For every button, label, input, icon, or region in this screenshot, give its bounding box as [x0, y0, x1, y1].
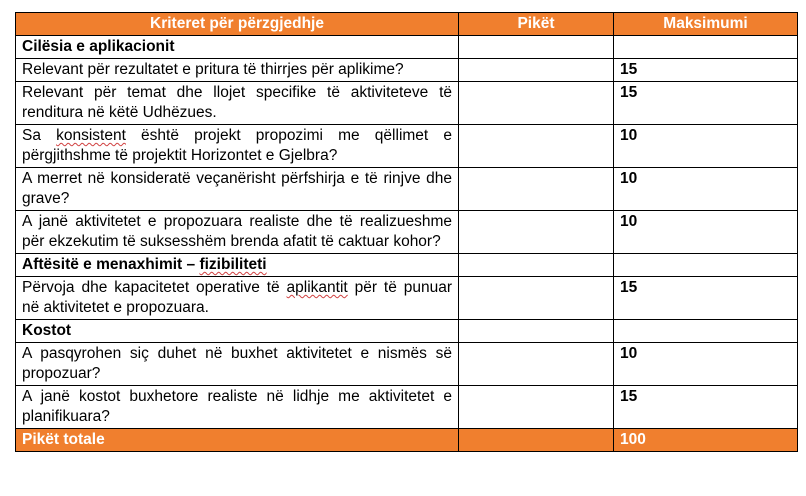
max-cell [614, 254, 798, 277]
table-row [16, 386, 798, 429]
criterion-text: A pasqyrohen siç duhet në buxhet aktivitetet e nismës së propozuar? [16, 343, 459, 386]
table-row [16, 82, 798, 125]
points-cell [459, 254, 614, 277]
table-row [16, 168, 798, 211]
points-cell [459, 320, 614, 343]
max-points: 10 [614, 125, 798, 168]
max-points: 15 [614, 59, 798, 82]
points-cell [459, 277, 614, 320]
max-points: 10 [614, 343, 798, 386]
points-cell [459, 386, 614, 429]
section-row-costs [16, 320, 798, 343]
criterion-text: A merret në konsideratë veçanërisht përfshirja e të rinjve dhe grave? [16, 168, 459, 211]
table-row [16, 277, 798, 320]
max-cell [614, 320, 798, 343]
total-row [16, 429, 798, 452]
points-cell [459, 59, 614, 82]
header-max: Maksimumi [614, 13, 798, 36]
table-row [16, 125, 798, 168]
total-label: Pikët totale [16, 429, 459, 452]
section-title [16, 254, 459, 277]
section-row-management [16, 254, 798, 277]
total-max: 100 [614, 429, 798, 452]
criterion-text: Relevant për rezultatet e pritura të thirrjes për aplikime? [16, 59, 459, 82]
table-row [16, 211, 798, 254]
section-title: Kostot [16, 320, 459, 343]
spellcheck-word: fizibiliteti [199, 256, 267, 273]
criterion-text-post: për të punuar në aktivitetet e propozuara. [22, 279, 453, 316]
criterion-text: Relevant për temat dhe llojet specifike të aktiviteteve të renditura në këtë Udhëzues. [16, 82, 459, 125]
criterion-text-pre: Përvoja dhe kapacitetet operative të [22, 279, 287, 296]
points-cell [459, 211, 614, 254]
spellcheck-word: aplikantit [286, 279, 348, 296]
criterion-text: A janë aktivitetet e propozuara realiste dhe të realizueshme për ekzekutim të suksesshëm brenda afatit të caktuar kohor? [16, 211, 459, 254]
points-cell [459, 36, 614, 59]
points-cell [459, 125, 614, 168]
table-row [16, 343, 798, 386]
criterion-text-post: është projekt propozimi me qëllimet e përgjithshme të projektit Horizontet e Gjelbra? [22, 127, 452, 164]
header-points: Pikët [459, 13, 614, 36]
header-criteria: Kriteret për përzgjedhje [16, 13, 459, 36]
criterion-text: A janë kostot buxhetore realiste në lidhje me aktivitetet e planifikuara? [16, 386, 459, 429]
spellcheck-word: konsistent [56, 127, 126, 144]
total-points-cell [459, 429, 614, 452]
max-points: 10 [614, 211, 798, 254]
points-cell [459, 343, 614, 386]
max-cell [614, 36, 798, 59]
points-cell [459, 168, 614, 211]
criterion-text-pre: Sa [22, 127, 57, 144]
section-row-quality [16, 36, 798, 59]
points-cell [459, 82, 614, 125]
section-title: Cilësia e aplikacionit [16, 36, 459, 59]
max-points: 15 [614, 82, 798, 125]
table-header-row [16, 13, 798, 36]
criterion-text [16, 277, 459, 320]
max-points: 15 [614, 277, 798, 320]
max-points: 15 [614, 386, 798, 429]
scoring-table [15, 12, 798, 452]
max-points: 10 [614, 168, 798, 211]
table-row [16, 59, 798, 82]
section-title-pre: Aftësitë e menaxhimit – [22, 256, 200, 273]
criterion-text [16, 125, 459, 168]
